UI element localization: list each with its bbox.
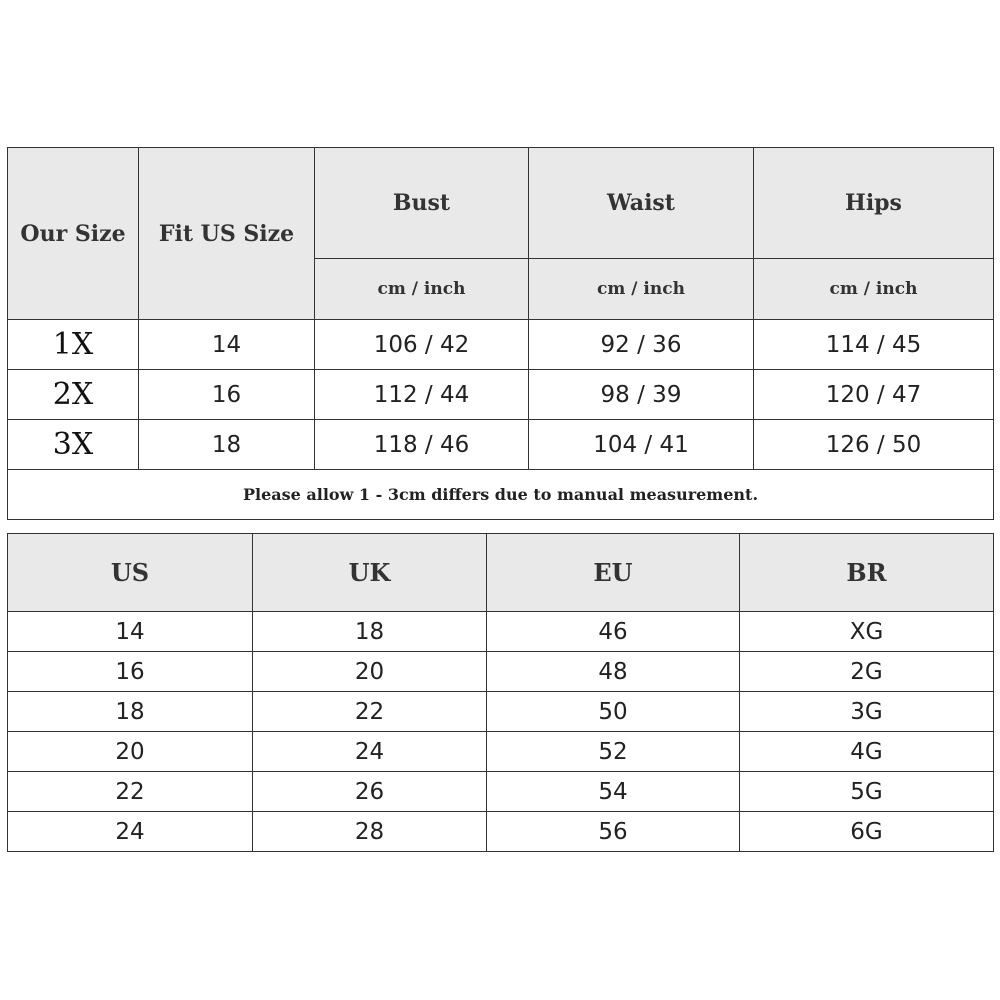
table-row — [8, 732, 994, 772]
header-eu: EU — [487, 534, 740, 612]
table-row — [8, 420, 994, 470]
waist-cell: 104 / 41 — [529, 420, 754, 470]
us-cell: 22 — [8, 772, 253, 812]
table-row — [8, 652, 994, 692]
header-us: US — [8, 534, 253, 612]
us-cell: 24 — [8, 812, 253, 852]
table-row — [8, 772, 994, 812]
size-chart-table — [7, 147, 994, 520]
table-row — [8, 370, 994, 420]
hips-cell: 114 / 45 — [754, 320, 994, 370]
header-waist: Waist — [529, 148, 754, 259]
us-cell: 14 — [8, 612, 253, 652]
our-size-cell: 1X — [8, 320, 139, 370]
br-cell: 6G — [740, 812, 994, 852]
eu-cell: 54 — [487, 772, 740, 812]
header-fit-us-size: Fit US Size — [139, 148, 315, 320]
uk-cell: 22 — [253, 692, 487, 732]
br-cell: 5G — [740, 772, 994, 812]
header-waist-unit: cm / inch — [529, 259, 754, 320]
hips-cell: 126 / 50 — [754, 420, 994, 470]
our-size-cell: 2X — [8, 370, 139, 420]
eu-cell: 56 — [487, 812, 740, 852]
our-size-cell: 3X — [8, 420, 139, 470]
bust-cell: 112 / 44 — [315, 370, 529, 420]
us-cell: 20 — [8, 732, 253, 772]
fit-us-size-cell: 14 — [139, 320, 315, 370]
bust-cell: 118 / 46 — [315, 420, 529, 470]
fit-us-size-cell: 18 — [139, 420, 315, 470]
uk-cell: 24 — [253, 732, 487, 772]
header-our-size: Our Size — [8, 148, 139, 320]
br-cell: 2G — [740, 652, 994, 692]
waist-cell: 98 / 39 — [529, 370, 754, 420]
eu-cell: 50 — [487, 692, 740, 732]
table-row — [8, 612, 994, 652]
waist-cell: 92 / 36 — [529, 320, 754, 370]
header-bust: Bust — [315, 148, 529, 259]
table-row — [8, 692, 994, 732]
uk-cell: 26 — [253, 772, 487, 812]
uk-cell: 28 — [253, 812, 487, 852]
fit-us-size-cell: 16 — [139, 370, 315, 420]
br-cell: 3G — [740, 692, 994, 732]
header-hips-unit: cm / inch — [754, 259, 994, 320]
br-cell: 4G — [740, 732, 994, 772]
us-cell: 18 — [8, 692, 253, 732]
header-br: BR — [740, 534, 994, 612]
header-bust-unit: cm / inch — [315, 259, 529, 320]
br-cell: XG — [740, 612, 994, 652]
hips-cell: 120 / 47 — [754, 370, 994, 420]
eu-cell: 48 — [487, 652, 740, 692]
eu-cell: 52 — [487, 732, 740, 772]
note-row — [8, 470, 994, 520]
table-row — [8, 320, 994, 370]
header-uk: UK — [253, 534, 487, 612]
size-conversion-table — [7, 533, 994, 852]
header-hips: Hips — [754, 148, 994, 259]
bust-cell: 106 / 42 — [315, 320, 529, 370]
us-cell: 16 — [8, 652, 253, 692]
uk-cell: 18 — [253, 612, 487, 652]
eu-cell: 46 — [487, 612, 740, 652]
measurement-note: Please allow 1 - 3cm differs due to manual measurement. — [8, 470, 994, 520]
uk-cell: 20 — [253, 652, 487, 692]
table-row — [8, 812, 994, 852]
